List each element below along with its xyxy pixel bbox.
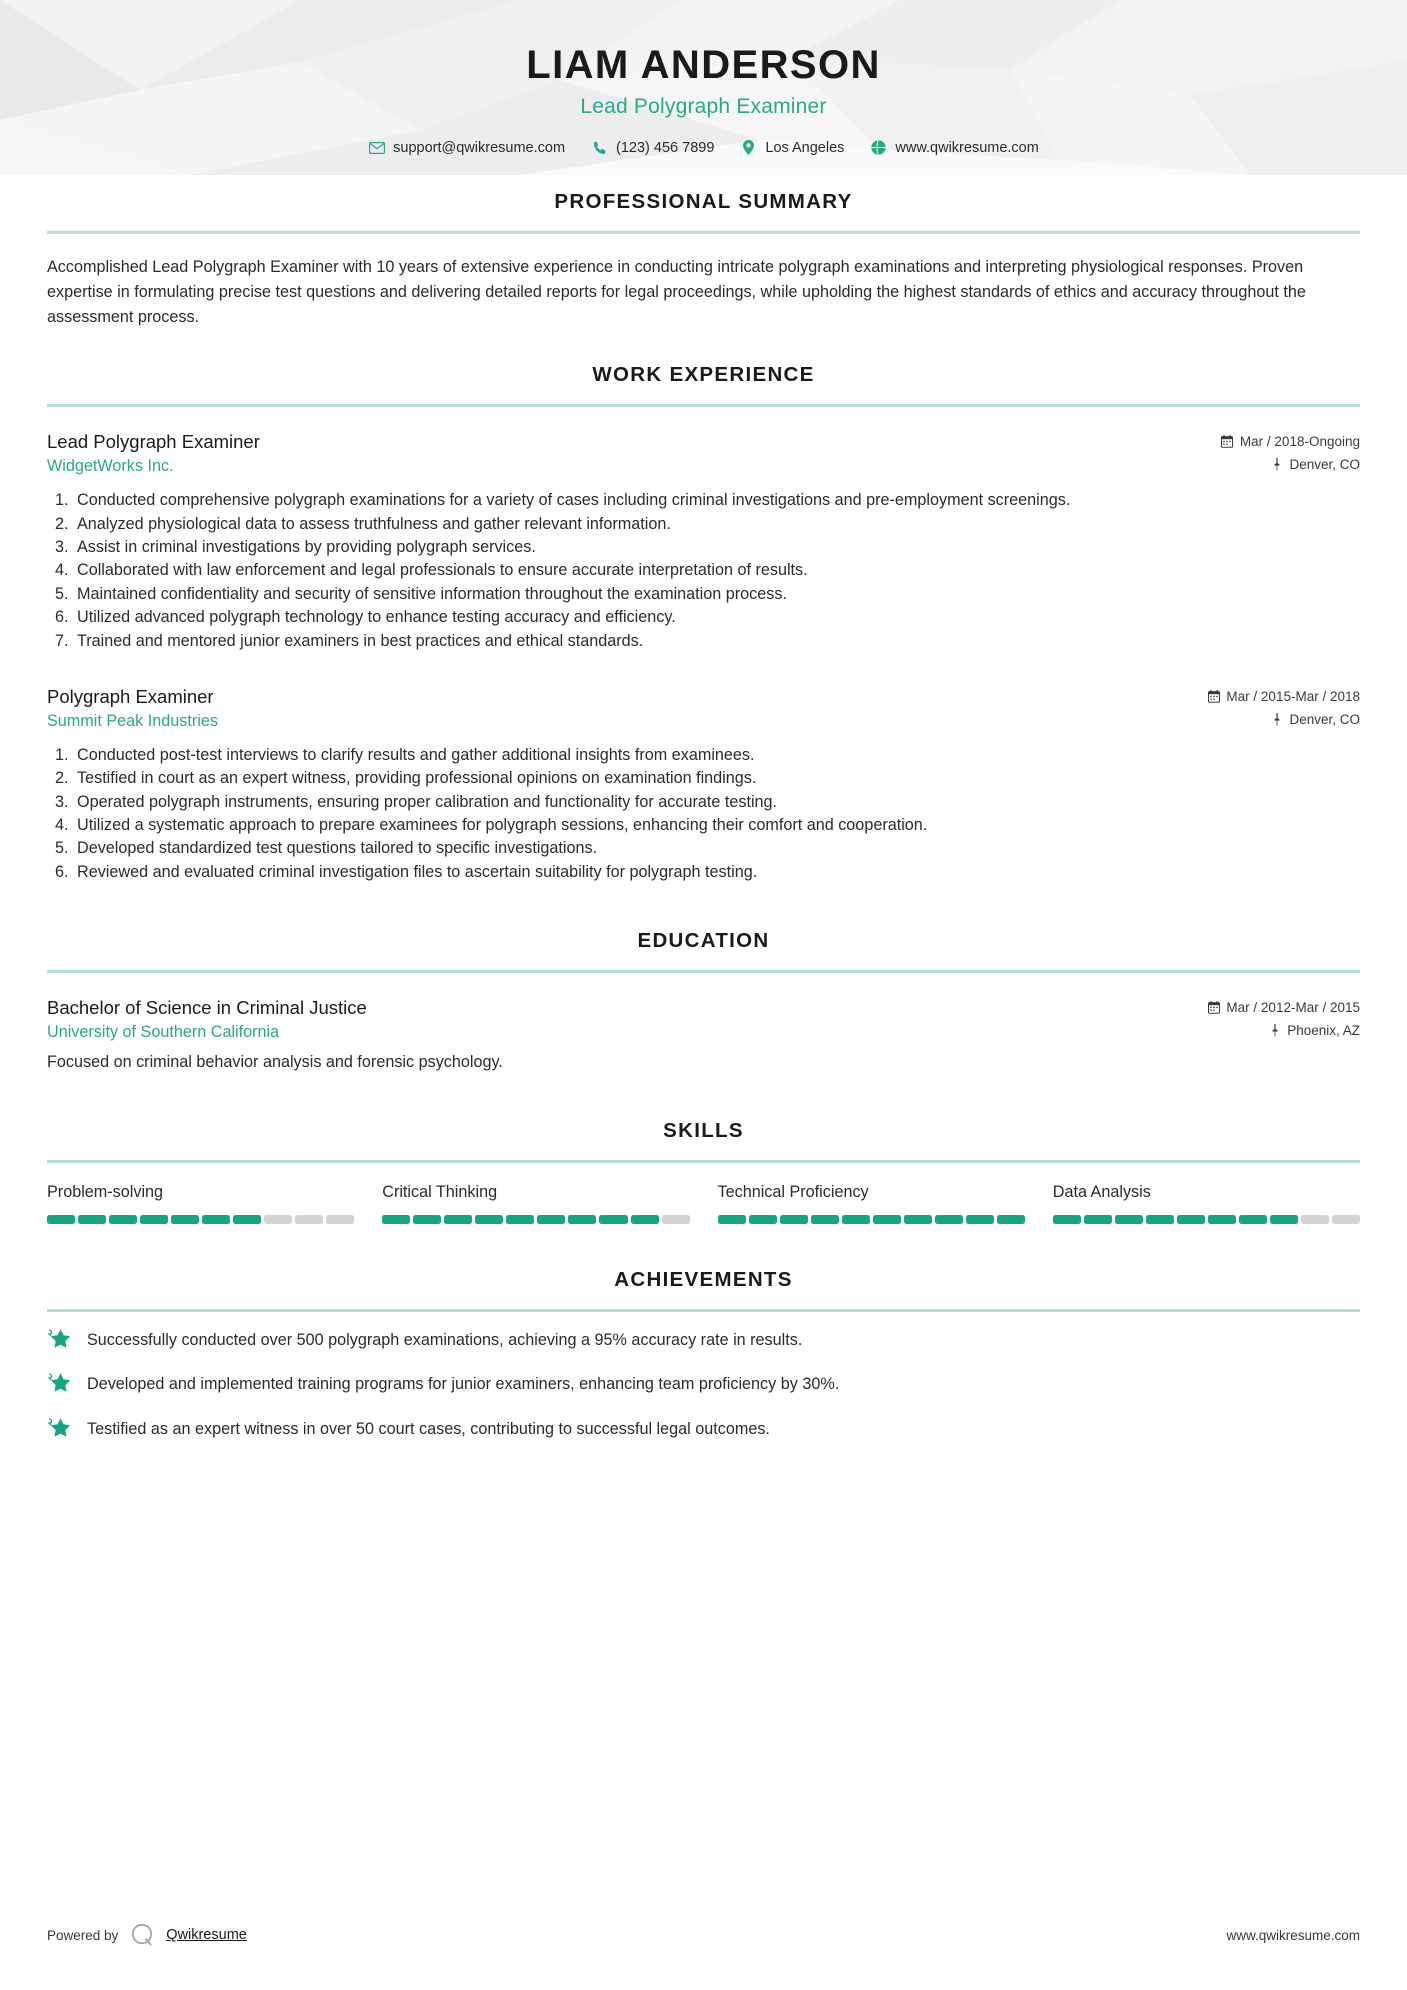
star-icon	[47, 1327, 73, 1351]
achievement-item	[47, 1417, 1360, 1441]
section-heading-skills: SKILLS	[663, 1118, 744, 1142]
list-item: 5. Maintained confidentiality and security of sensitive information throughout the examination process.	[73, 583, 1360, 605]
experience-entry-header	[47, 431, 1360, 453]
skill-label: Critical Thinking	[382, 1182, 498, 1201]
experience-dates	[1207, 689, 1360, 704]
experience-location-text: Denver, CO	[1289, 457, 1360, 473]
skill-rating-bar	[47, 1215, 354, 1224]
footer-brand-link[interactable]: Qwikresume	[166, 1927, 247, 1943]
page-title: LIAM ANDERSON	[526, 43, 881, 87]
pin-marker-icon	[1268, 1024, 1281, 1038]
footer-powered-by	[47, 1922, 247, 1948]
section-divider	[47, 231, 1360, 234]
skill-item	[1053, 1183, 1360, 1224]
contact-email[interactable]	[368, 139, 565, 156]
skill-segment	[811, 1215, 839, 1224]
contact-phone[interactable]	[591, 139, 714, 156]
section-heading-summary: PROFESSIONAL SUMMARY	[554, 190, 853, 213]
skill-segment	[1208, 1215, 1236, 1224]
experience-dates-text: Mar / 2015-Mar / 2018	[1226, 688, 1360, 704]
skill-segment	[842, 1215, 870, 1224]
section-achievements	[47, 1268, 1360, 1441]
skill-segment	[1084, 1215, 1112, 1224]
list-item: 1. Conducted post-test interviews to clarify results and gather additional insights from examinees.	[73, 744, 1360, 766]
education-description: Focused on criminal behavior analysis and forensic psychology.	[47, 1053, 503, 1072]
skill-segment	[444, 1215, 472, 1224]
header-job-title: Lead Polygraph Examiner	[580, 95, 827, 118]
experience-bullets	[47, 489, 1360, 652]
education-entry-header	[47, 997, 1360, 1019]
experience-dates-text: Mar / 2018-Ongoing	[1239, 434, 1360, 450]
section-divider	[47, 404, 1360, 407]
achievement-item	[47, 1328, 1360, 1352]
skill-item	[382, 1183, 689, 1224]
skill-segment	[1239, 1215, 1267, 1224]
skill-item	[47, 1183, 354, 1224]
skill-segment	[140, 1215, 168, 1224]
education-entry-subheader	[47, 1023, 1360, 1042]
footer-powered-label: Powered by	[47, 1927, 119, 1943]
skill-segment	[1332, 1215, 1360, 1224]
skill-segment	[537, 1215, 565, 1224]
list-item: 6. Utilized advanced polygraph technology to enhance testing accuracy and efficiency.	[73, 606, 1360, 628]
skill-segment	[780, 1215, 808, 1224]
skill-segment	[662, 1215, 690, 1224]
list-item: 4. Utilized a systematic approach to prepare examinees for polygraph sessions, enhancing their comfort and cooperation.	[73, 814, 1360, 836]
section-divider	[47, 1160, 1360, 1163]
skill-rating-bar	[382, 1215, 689, 1224]
skill-segment	[264, 1215, 292, 1224]
skill-segment	[109, 1215, 137, 1224]
education-dates-text: Mar / 2012-Mar / 2015	[1226, 1000, 1360, 1016]
list-item: 7. Trained and mentored junior examiners in best practices and ethical standards.	[73, 630, 1360, 652]
section-heading-achievements: ACHIEVEMENTS	[614, 1267, 793, 1291]
skill-segment	[382, 1215, 410, 1224]
skill-segment	[295, 1215, 323, 1224]
section-heading-experience: WORK EXPERIENCE	[592, 363, 815, 387]
globe-icon	[870, 139, 887, 156]
experience-location-text: Denver, CO	[1289, 711, 1360, 727]
skill-segment	[1301, 1215, 1329, 1224]
skill-item	[718, 1183, 1025, 1224]
skill-segment	[1146, 1215, 1174, 1224]
achievements-list	[47, 1328, 1360, 1441]
skill-segment	[904, 1215, 932, 1224]
skill-segment	[47, 1215, 75, 1224]
achievement-text: Testified as an expert witness in over 50 court cases, contributing to successful legal outcomes.	[87, 1419, 770, 1438]
education-dates	[1207, 1000, 1360, 1015]
skill-segment	[326, 1215, 354, 1224]
star-icon	[47, 1416, 73, 1440]
skill-segment	[1115, 1215, 1143, 1224]
list-item: 1. Conducted comprehensive polygraph examinations for a variety of cases including criminal investigations and pre-employment screenings.	[73, 489, 1360, 511]
footer-website[interactable]: www.qwikresume.com	[1226, 1927, 1360, 1943]
skill-segment	[966, 1215, 994, 1224]
education-degree: Bachelor of Science in Criminal Justice	[47, 997, 367, 1019]
skill-segment	[78, 1215, 106, 1224]
experience-location	[1270, 712, 1360, 727]
contact-email-text: support@qwikresume.com	[393, 139, 566, 156]
education-location	[1268, 1023, 1360, 1038]
skill-segment	[171, 1215, 199, 1224]
list-item: 4. Collaborated with law enforcement and legal professionals to ensure accurate interpretation of results.	[73, 559, 1360, 581]
map-pin-icon	[740, 139, 757, 156]
skill-segment	[475, 1215, 503, 1224]
education-entry	[47, 997, 1360, 1074]
contact-location-text: Los Angeles	[765, 139, 845, 156]
skill-segment	[599, 1215, 627, 1224]
skill-segment	[233, 1215, 261, 1224]
calendar-icon	[1207, 689, 1220, 703]
skill-label: Technical Proficiency	[717, 1182, 869, 1201]
calendar-icon	[1207, 1001, 1220, 1015]
section-divider	[47, 1309, 1360, 1312]
achievement-text: Successfully conducted over 500 polygraph examinations, achieving a 95% accuracy rate in results.	[87, 1330, 803, 1349]
achievement-item	[47, 1372, 1360, 1396]
section-heading-education: EDUCATION	[637, 929, 770, 953]
experience-location	[1270, 457, 1360, 472]
skill-segment	[1177, 1215, 1205, 1224]
contact-website[interactable]	[870, 139, 1038, 156]
skill-segment	[749, 1215, 777, 1224]
list-item: 2. Testified in court as an expert witness, providing professional opinions on examination findings.	[73, 767, 1360, 789]
experience-entry	[47, 686, 1360, 883]
list-item: 5. Developed standardized test questions tailored to specific investigations.	[73, 837, 1360, 859]
contact-website-text: www.qwikresume.com	[895, 139, 1039, 156]
skills-grid	[47, 1183, 1360, 1224]
experience-role: Lead Polygraph Examiner	[47, 431, 260, 453]
experience-organization: WidgetWorks Inc.	[47, 457, 174, 476]
skill-segment	[1270, 1215, 1298, 1224]
section-skills	[47, 1119, 1360, 1224]
skill-segment	[1053, 1215, 1081, 1224]
skill-label: Data Analysis	[1052, 1182, 1151, 1201]
section-work-experience	[47, 363, 1360, 883]
skill-segment	[506, 1215, 534, 1224]
skill-rating-bar	[718, 1215, 1025, 1224]
list-item: 6. Reviewed and evaluated criminal investigation files to ascertain suitability for polygraph testing.	[73, 861, 1360, 883]
skill-segment	[202, 1215, 230, 1224]
contact-row	[47, 139, 1360, 156]
experience-entry-header	[47, 686, 1360, 708]
envelope-icon	[368, 139, 385, 156]
pin-marker-icon	[1270, 712, 1283, 726]
experience-entry-subheader	[47, 712, 1360, 731]
skill-rating-bar	[1053, 1215, 1360, 1224]
section-professional-summary	[47, 190, 1360, 329]
qwikresume-logo-icon	[130, 1922, 156, 1948]
summary-text: Accomplished Lead Polygraph Examiner with 10 years of extensive experience in conducting intricate polygraph examinations and interpreting physiological responses. Proven expertise in formulating precise test questions and delivering detailed reports for legal proceedings, while upholding the highest standards of ethics and accuracy throughout the assessment process.	[47, 258, 1306, 326]
skill-segment	[935, 1215, 963, 1224]
experience-dates	[1221, 434, 1360, 449]
skill-segment	[568, 1215, 596, 1224]
contact-location	[740, 139, 844, 156]
phone-icon	[591, 139, 608, 156]
pin-marker-icon	[1270, 458, 1283, 472]
star-icon	[47, 1371, 73, 1395]
experience-entry	[47, 431, 1360, 652]
skill-segment	[413, 1215, 441, 1224]
skill-label: Problem-solving	[47, 1182, 164, 1201]
page-footer	[47, 1922, 1360, 1948]
section-education	[47, 929, 1360, 1074]
contact-phone-text: (123) 456 7899	[616, 139, 715, 156]
skill-segment	[997, 1215, 1025, 1224]
skill-segment	[718, 1215, 746, 1224]
list-item: 3. Assist in criminal investigations by providing polygraph services.	[73, 536, 1360, 558]
list-item: 2. Analyzed physiological data to assess truthfulness and gather relevant information.	[73, 513, 1360, 535]
experience-bullets	[47, 744, 1360, 883]
achievement-text: Developed and implemented training programs for junior examiners, enhancing team proficiency by 30%.	[87, 1375, 840, 1394]
skill-segment	[873, 1215, 901, 1224]
experience-role: Polygraph Examiner	[47, 685, 214, 707]
experience-entry-subheader	[47, 457, 1360, 476]
experience-organization: Summit Peak Industries	[47, 711, 218, 730]
calendar-icon	[1221, 435, 1234, 449]
education-institution: University of Southern California	[47, 1023, 280, 1042]
skill-segment	[631, 1215, 659, 1224]
education-location-text: Phoenix, AZ	[1287, 1023, 1360, 1039]
resume-header	[47, 0, 1360, 156]
list-item: 3. Operated polygraph instruments, ensuring proper calibration and functionality for accurate testing.	[73, 791, 1360, 813]
section-divider	[47, 970, 1360, 973]
